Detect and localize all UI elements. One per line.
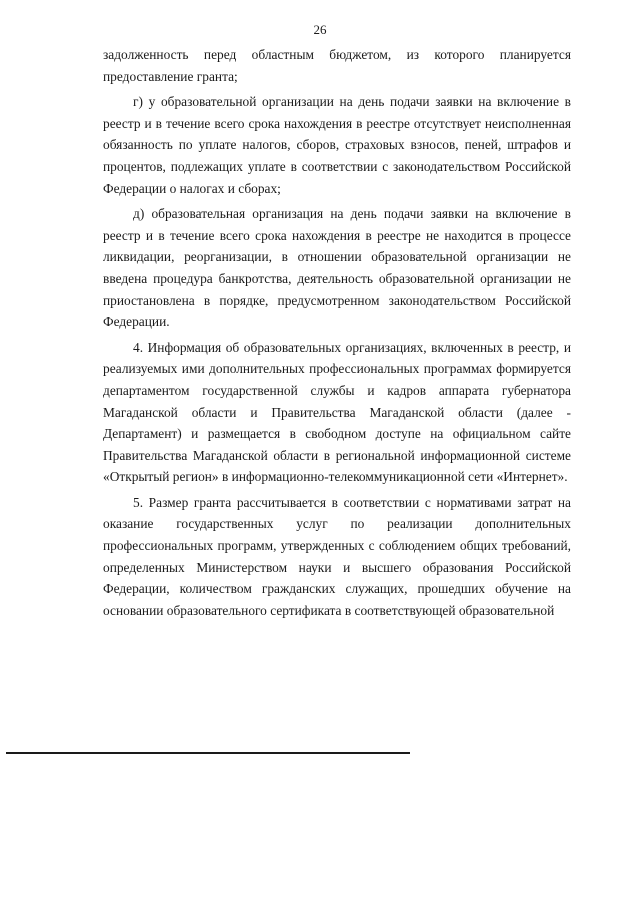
paragraph-section-5: 5. Размер гранта рассчитывается в соответствии с нормативами затрат на оказание государственных услуг по реализации дополнительных профессиональных программ, утвержденных с соблюдением общих требований, определенных Министерством науки и высшего образования Российской Федерации, количеством гражданских служащих, прошедших обучение на основании образовательного сертификата в соответствующей образовательной [103, 494, 571, 618]
paragraph-item-d: д) образовательная организация на день подачи заявки на включение в реестр и в течение всего срока нахождения в реестре не находится в процессе ликвидации, реорганизации, в отношении образовательной организации не введена процедура банкротства, деятельность образовательной организации не приостановлена в порядке, предусмотренном законодательством Российской Федерации. [103, 206, 571, 330]
page-number: 26 [313, 22, 327, 37]
footer-rule [6, 752, 410, 754]
paragraph-item-g: г) у образовательной организации на день подачи заявки на включение в реестр и в течение всего срока нахождения в реестре отсутствует неисполненная обязанность по уплате налогов, сборов, страховых взносов, пеней, штрафов и процентов, подлежащих уплате в соответствии с законодательством Российской Федерации о налогах и сборах; [103, 94, 571, 196]
paragraph-section-4: 4. Информация об образовательных организациях, включенных в реестр, и реализуемых ими дополнительных профессиональных программах формируется департаментом государственной службы и кадров аппарата губернатора Магаданской области и Правительства Магаданской области (далее - Департамент) и размещается в свободном доступе на официальном сайте Правительства Магаданской области в региональной информационной системе «Открытый регион» в информационно-телекоммуникационной сети «Интернет». [103, 339, 571, 485]
paragraph-continuation: задолженность перед областным бюджетом, из которого планируется предоставление гранта; [103, 47, 571, 84]
document-body [103, 44, 571, 621]
